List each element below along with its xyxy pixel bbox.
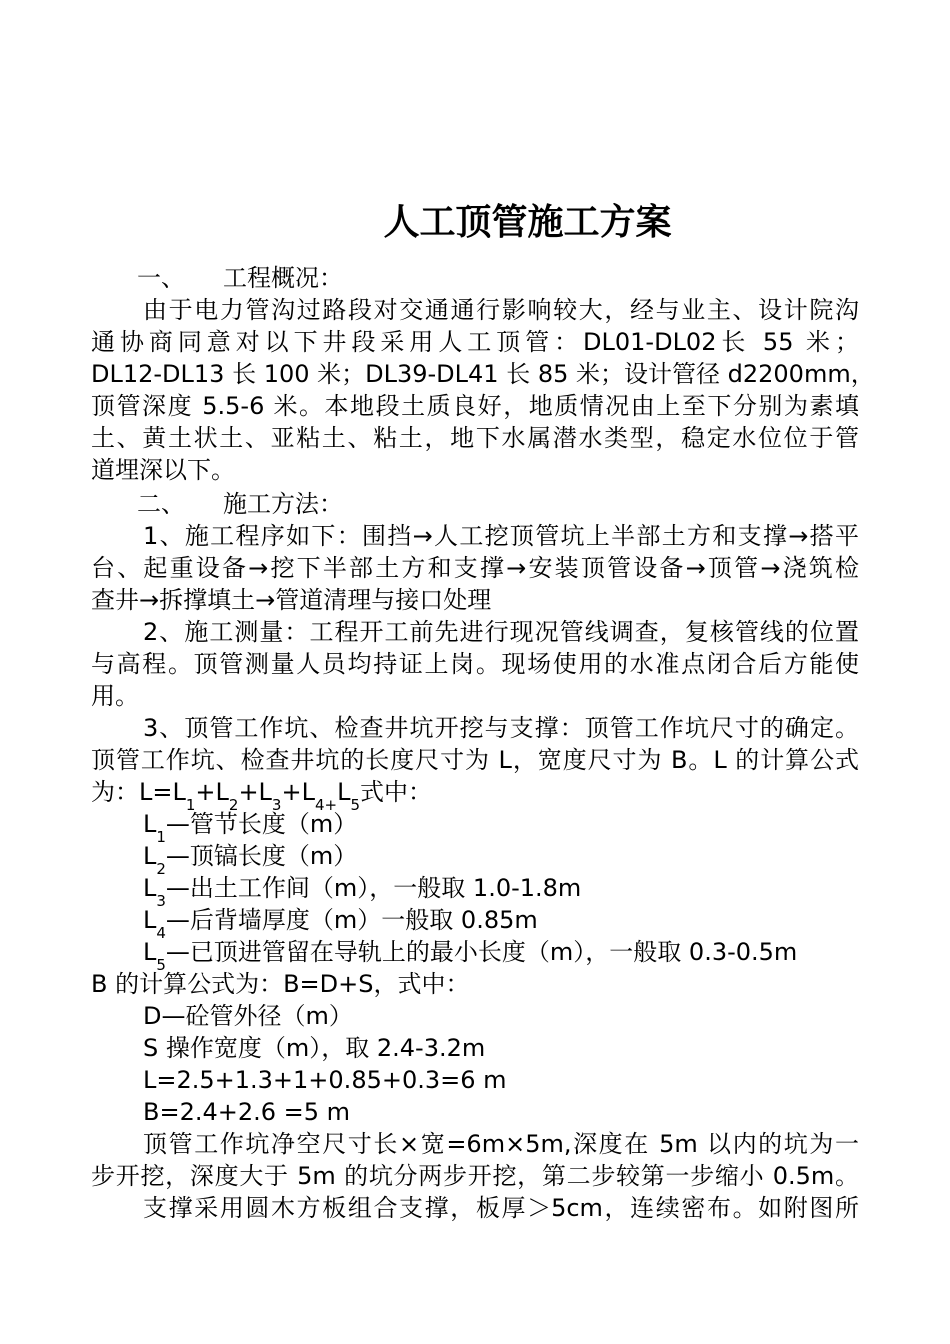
overview-line: 道埋深以下。 <box>91 456 235 484</box>
section-2-number: 二、 <box>137 490 185 518</box>
formula-sub: 2 <box>228 796 239 814</box>
definition-symbol: L <box>143 938 157 966</box>
definition-symbol: L <box>143 842 157 870</box>
formula-l-prefix: 为：L=L <box>91 778 186 806</box>
formula-part: +L <box>281 778 315 806</box>
formula-l <box>91 776 432 814</box>
item-2-line: 用。 <box>91 682 139 710</box>
formula-l-suffix: 式中： <box>360 778 432 806</box>
b-definition-line: S 操作宽度（m），取 2.4-3.2m <box>143 1034 486 1062</box>
definition-subscript: 4 <box>156 924 166 942</box>
formula-sub: 5 <box>350 796 360 814</box>
overview-line: 顶管深度 5.5-6 米。本地段土质良好，地质情况由上至下分别为素填 <box>91 392 859 420</box>
document-title: 人工顶管施工方案 <box>383 202 672 243</box>
item-3-line: 3、顶管工作坑、检查井坑开挖与支撑：顶管工作坑尺寸的确定。 <box>143 714 859 742</box>
calc-l-line: L=2.5+1.3+1+0.85+0.3=6 m <box>143 1066 507 1094</box>
item-2-line: 与高程。顶管测量人员均持证上岗。现场使用的水准点闭合后方能使 <box>91 650 859 678</box>
pit-line: 顶管工作坑净空尺寸长×宽=6m×5m,深度在 5m 以内的坑为一 <box>143 1130 859 1158</box>
section-1-heading <box>137 262 343 294</box>
definition-symbol: L <box>143 810 157 838</box>
definition-l3 <box>143 872 582 910</box>
formula-sub: 4+ <box>314 796 338 814</box>
item-1-line: 查井→拆撑填土→管道清理与接口处理 <box>91 586 492 614</box>
section-1-number: 一、 <box>137 264 185 292</box>
definition-text: —出土工作间（m），一般取 1.0-1.8m <box>165 874 582 902</box>
item-3-line: 顶管工作坑、检查井坑的长度尺寸为 L，宽度尺寸为 B。L 的计算公式 <box>91 746 859 774</box>
definition-symbol: L <box>143 874 157 902</box>
definition-subscript: 5 <box>156 956 166 974</box>
definition-text: —已顶进管留在导轨上的最小长度（m），一般取 0.3-0.5m <box>165 938 798 966</box>
definition-text: —后背墙厚度（m）一般取 0.85m <box>165 906 538 934</box>
formula-part: +L <box>238 778 272 806</box>
section-2-heading <box>137 488 343 520</box>
definition-l5 <box>143 936 798 974</box>
definition-text: —管节长度（m） <box>165 810 358 838</box>
item-1-line: 1、施工程序如下：围挡→人工挖顶管坑上半部土方和支撑→搭平 <box>143 522 859 550</box>
formula-b: B 的计算公式为：B=D+S，式中： <box>91 970 470 998</box>
section-1-title: 工程概况： <box>223 264 343 292</box>
b-definition-line: D—砼管外径（m） <box>143 1002 353 1030</box>
pit-line: 支撑采用圆木方板组合支撑，板厚＞5cm，连续密布。如附图所 <box>143 1194 859 1222</box>
overview-line: 土、黄土状土、亚粘土、粘土，地下水属潜水类型，稳定水位位于管 <box>91 424 859 452</box>
definition-l2 <box>143 840 358 878</box>
item-1-line: 台、起重设备→挖下半部土方和支撑→安装顶管设备→顶管→浇筑检 <box>91 554 859 582</box>
definition-l4 <box>143 904 538 942</box>
section-2-title: 施工方法： <box>223 490 343 518</box>
formula-part: +L <box>195 778 229 806</box>
definition-subscript: 2 <box>156 860 166 878</box>
item-2-line: 2、施工测量：工程开工前先进行现况管线调查，复核管线的位置 <box>143 618 859 646</box>
definition-l1 <box>143 808 358 846</box>
overview-line: 由于电力管沟过路段对交通通行影响较大，经与业主、设计院沟 <box>143 296 859 324</box>
pit-line: 步开挖，深度大于 5m 的坑分两步开挖，第二步较第一步缩小 0.5m。 <box>91 1162 859 1190</box>
definition-symbol: L <box>143 906 157 934</box>
formula-sub: 1 <box>185 796 196 814</box>
definition-subscript: 3 <box>156 892 166 910</box>
formula-sub: 3 <box>271 796 282 814</box>
formula-part: L <box>337 778 351 806</box>
definition-subscript: 1 <box>156 828 166 846</box>
definition-text: —顶镐长度（m） <box>165 842 358 870</box>
overview-line: DL12-DL13 长 100 米；DL39-DL41 长 85 米；设计管径 d2200mm， <box>91 360 875 388</box>
overview-line: 通协商同意对以下井段采用人工顶管：DL01-DL02长 55 米； <box>91 328 859 356</box>
calc-b-line: B=2.4+2.6 =5 m <box>143 1098 351 1126</box>
